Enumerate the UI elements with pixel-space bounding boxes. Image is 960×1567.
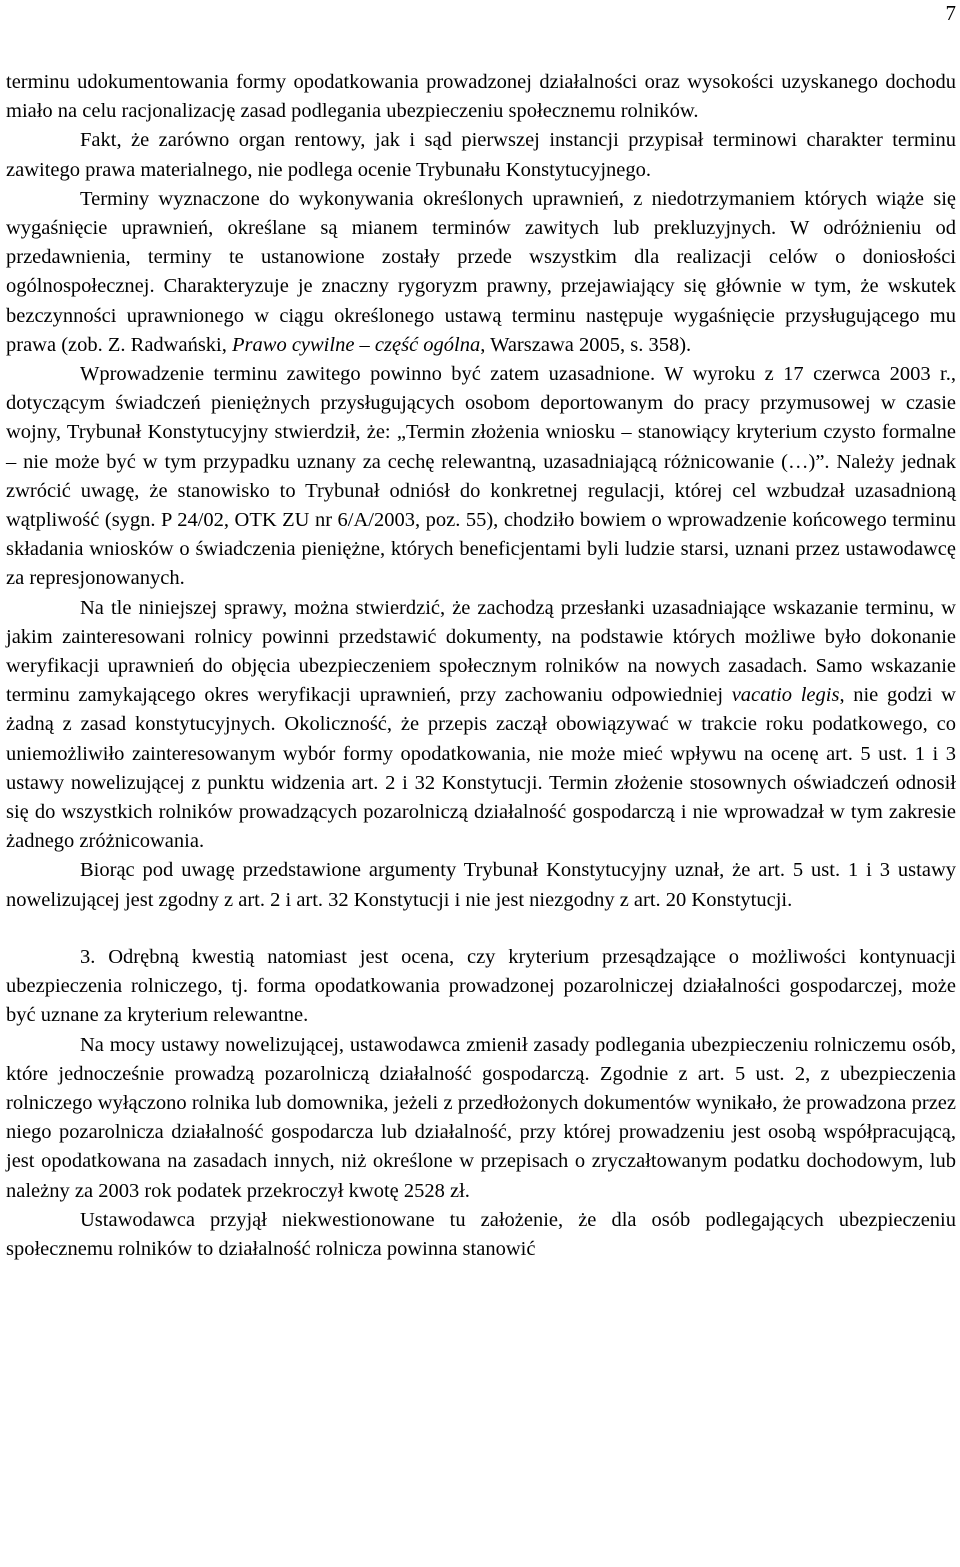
section-gap	[6, 915, 956, 943]
text-run: terminu udokumentowania formy opodatkowania prowadzonej działalności oraz wysokości uzyskanego dochodu miało na celu racjonalizację zasad podlegania ubezpieczeniu społecznemu rolników.	[6, 71, 956, 123]
page-number: 7	[945, 1, 956, 25]
text-run: 3. Odrębną kwestią natomiast jest ocena, czy kryterium przesądzające o możliwości kontynuacji ubezpieczenia rolniczego, tj. forma opodatkowania prowadzonej pozarolniczej działalności gospodarczej, może być uznane za kryterium relewantne.	[6, 945, 956, 1027]
paragraph-p8	[6, 1031, 956, 1206]
paragraph-p4	[6, 360, 956, 594]
paragraph-p1	[6, 68, 956, 126]
text-run: Wprowadzenie terminu zawitego powinno być zatem uzasadnione. W wyroku z 17 czerwca 2003 r., dotyczącym świadczeń pieniężnych przysługujących osobom deportowanym do pracy przymusowej w czasie wojny, Trybunał Konstytucyjny stwierdził, że: „Termin złożenia wniosku – stanowiący kryterium czysto formalne – nie może być w tym przypadku uznany za cechę relewantną, uzasadniającą różnicowanie (…)”. Należy jednak zwrócić uwagę, że stanowisko to Trybunał odniósł do konkretnej regulacji, której cel wzbudzał uzasadnioną wątpliwość (sygn. P 24/02, OTK ZU nr 6/A/2003, poz. 55), chodziło bowiem o wprowadzenie końcowego terminu składania wniosków o świadczenia pieniężne, których beneficjentami byli ludzie starsi, uznani przez ustawodawcę za represjonowanych.	[6, 363, 956, 590]
italic-text: Prawo cywilne – część ogólna	[232, 333, 481, 356]
paragraph-p9	[6, 1206, 956, 1264]
text-run: Fakt, że zarówno organ rentowy, jak i sąd pierwszej instancji przypisał terminowi charakter terminu zawitego prawa materialnego, nie podlega ocenie Trybunału Konstytucyjnego.	[6, 129, 956, 181]
italic-text: vacatio legis	[731, 684, 840, 707]
paragraph-p2	[6, 126, 956, 184]
text-run: Terminy wyznaczone do wykonywania określonych uprawnień, z niedotrzymaniem których wiąże się wygaśnięcie uprawnień, określane są mianem terminów zawitych lub prekluzyjnych. W odróżnieniu od przedawnienia, terminy te ustanowione zostały przede wszystkim dla realizacji celów o doniosłości ogólnospołecznej. Charakteryzuje je znaczny rygoryzm prawny, przejawiający się głównie w tym, że wskutek bezczynności uprawnionego w ciągu określonego ustawą terminu następuje wygaśnięcie przysługującego mu prawa (zob. Z. Radwański,	[6, 187, 956, 356]
document-body	[6, 68, 956, 1264]
text-run: Na mocy ustawy nowelizującej, ustawodawca zmienił zasady podlegania ubezpieczeniu rolniczemu osób, które jednocześnie prowadzą pozarolniczą działalność gospodarczą. Zgodnie z art. 5 ust. 2, z ubezpieczenia rolniczego wyłączono rolnika lub domownika, jeżeli z przedłożonych dokumentów wynikało, że prowadzona przez niego pozarolnicza działalność gospodarcza lub działalność, przy której prowadzeniu jest osobą współpracującą, jest opodatkowana na zasadach innych, niż określone w przepisach o zryczałtowanym podatku dochodowym, lub należny za 2003 rok podatek przekroczył kwotę 2528 zł.	[6, 1033, 956, 1202]
paragraph-p3	[6, 185, 956, 360]
text-run: , Warszawa 2005, s. 358).	[480, 333, 692, 356]
paragraph-p7	[6, 943, 956, 1031]
paragraph-p5	[6, 594, 956, 857]
text-run: Biorąc pod uwagę przedstawione argumenty Trybunał Konstytucyjny uznał, że art. 5 ust. 1 i 3 ustawy nowelizującej jest zgodny z art. 2 i art. 32 Konstytucji i nie jest niezgodny z art. 20 Konstytucji.	[6, 859, 956, 911]
text-run: , nie godzi w żadną z zasad konstytucyjnych. Okoliczność, że przepis zaczął obowiązywać w trakcie roku podatkowego, co uniemożliwiło zainteresowanym wybór formy opodatkowania, nie może mieć wpływu na ocenę art. 5 ust. 1 i 3 ustawy nowelizującej z punktu widzenia art. 2 i 32 Konstytucji. Termin złożenie stosownych oświadczeń odnosił się do wszystkich rolników prowadzących pozarolniczą działalność gospodarczą i nie wprowadzał w tym zakresie żadnego zróżnicowania.	[6, 684, 956, 853]
text-run: Na tle niniejszej sprawy, można stwierdzić, że zachodzą przesłanki uzasadniające wskazanie terminu, w jakim zainteresowani rolnicy powinni przedstawić dokumenty, na podstawie których możliwe było dokonanie weryfikacji uprawnień do objęcia ubezpieczeniem społecznym rolników na nowych zasadach. Samo wskazanie terminu zamykającego okres weryfikacji uprawnień, przy zachowaniu odpowiedniej	[6, 596, 956, 707]
text-run: Ustawodawca przyjął niekwestionowane tu założenie, że dla osób podlegających ubezpieczeniu społecznemu rolników to działalność rolnicza powinna stanowić	[6, 1208, 956, 1260]
paragraph-p6	[6, 856, 956, 914]
